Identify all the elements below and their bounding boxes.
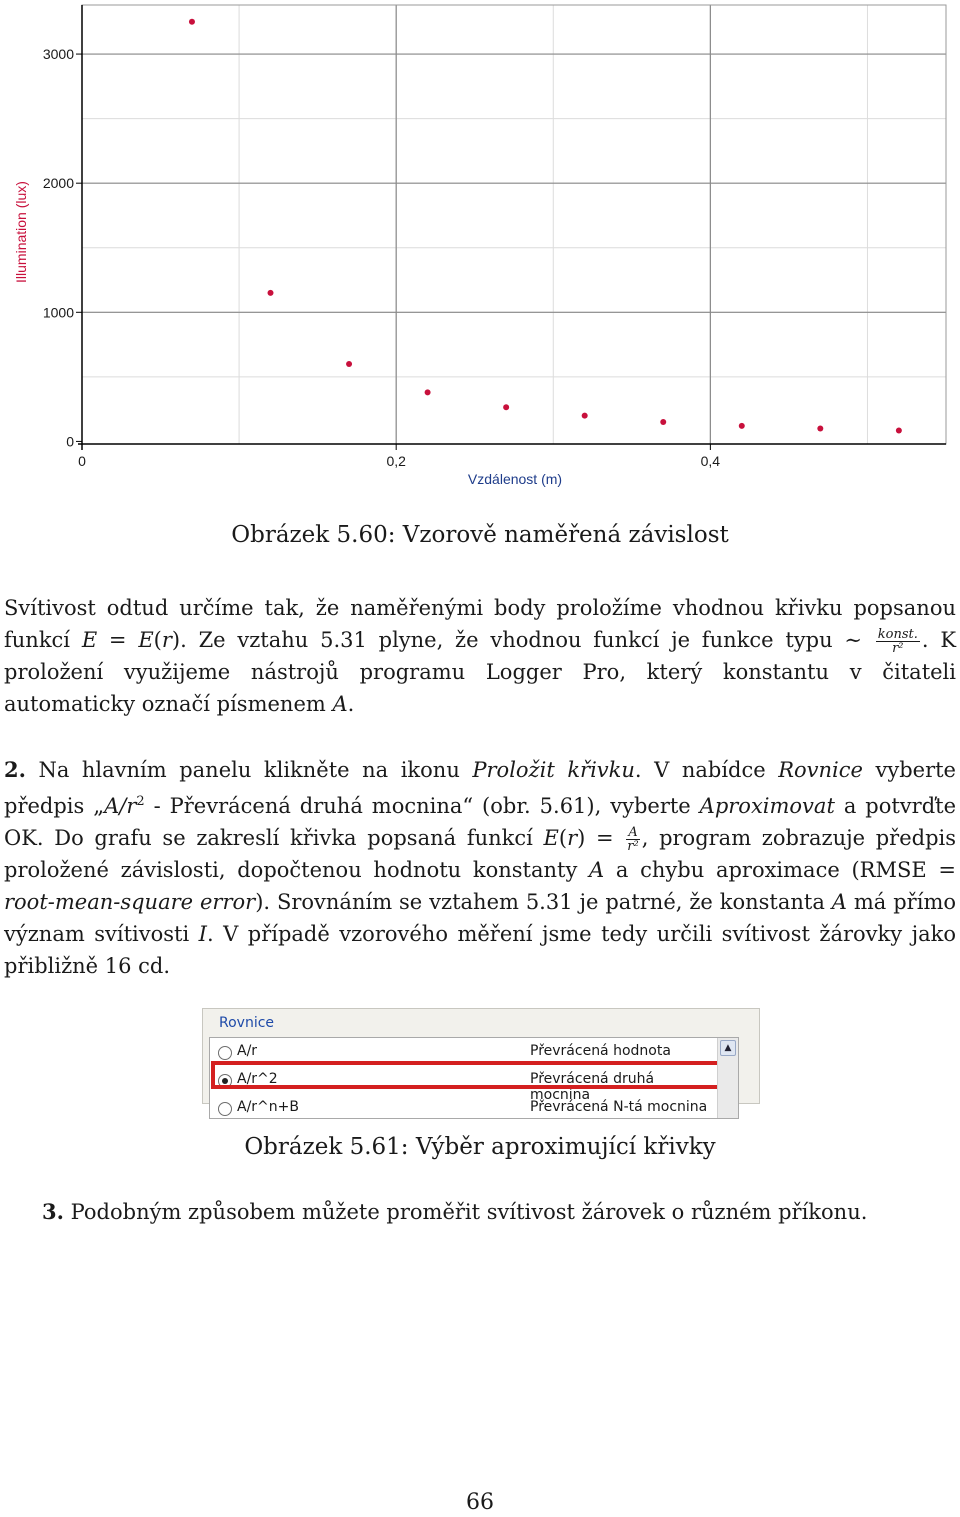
y-tick-label: 0	[66, 433, 74, 450]
s2-i5: root-mean-square error	[4, 890, 256, 914]
scatter-chart	[0, 0, 960, 500]
data-point	[346, 361, 352, 367]
s2-t12: . V případě vzorového měření jsme tedy určili svítivost žárovky jako přibližně 16 cd.	[4, 922, 956, 978]
para1-text: Svítivost odtud určíme tak, že naměřenými body proložíme vhodnou křivku popsanou funkcí	[4, 596, 956, 652]
equation-code: A/r^n+B	[237, 1099, 299, 1115]
plot-frame	[82, 5, 946, 444]
math-a: A	[332, 692, 348, 716]
data-point	[268, 290, 274, 296]
s2-m5: I	[198, 922, 207, 946]
data-point	[896, 427, 902, 433]
chart-axes	[78, 5, 946, 450]
para1-text-2: ). Ze vztahu 5.31 plyne, že vhodnou funkcí je funkce typu ∼	[171, 628, 874, 652]
data-point	[503, 404, 509, 410]
paren: (	[153, 628, 162, 652]
s2-i3: A/r	[104, 794, 137, 818]
equation-description: Převrácená N-tá mocnina	[530, 1099, 708, 1115]
s2-i1: Proložit křivku	[472, 758, 635, 782]
figure-caption-2: Obrázek 5.61: Výběr aproximující křivky	[244, 1134, 716, 1160]
group-title-rovnice: Rovnice	[219, 1015, 275, 1031]
listbox-scrollbar[interactable]	[717, 1038, 738, 1118]
radio-button[interactable]	[218, 1046, 232, 1060]
s2-t9: a chybu aproximace (RMSE =	[604, 858, 956, 882]
x-tick-label: 0,2	[386, 453, 406, 469]
s2-t7: ) =	[577, 826, 625, 850]
math-r: r	[161, 628, 172, 652]
s2-t6: (	[558, 826, 568, 850]
s2-t3: vyberte předpis „	[4, 758, 956, 818]
equation-description: Převrácená druhá mocnina	[530, 1071, 655, 1103]
radio-button[interactable]	[218, 1102, 232, 1116]
data-point	[425, 389, 431, 395]
data-point	[739, 423, 745, 429]
s2-i4: Aproximovat	[699, 794, 835, 818]
s2-t5: a potvrďte OK. Do grafu se zakreslí křivka popsaná funkcí	[4, 794, 957, 850]
y-axis-label: Illumination (lux)	[13, 181, 29, 283]
s2-t11: má přímo význam svítivosti	[4, 890, 956, 946]
y-tick-label: 1000	[42, 304, 74, 321]
step-2-paragraph	[4, 754, 956, 982]
x-tick-label: 0,4	[700, 453, 721, 469]
period: .	[347, 692, 355, 716]
s2-t8: , program zobrazuje předpis proložené závislosti, dopočtenou hodnotu konstanty	[4, 826, 957, 882]
equation-option-inverse-nth[interactable]	[218, 1098, 718, 1122]
selection-highlight-frame	[211, 1061, 723, 1089]
step-3-text: Podobným způsobem můžete proměřit svítivost žárovek o různém příkonu.	[63, 1200, 868, 1224]
scroll-up-icon[interactable]: ▲	[720, 1040, 736, 1056]
equation-description: Převrácená hodnota	[530, 1043, 671, 1059]
data-point	[660, 419, 666, 425]
chart-points	[189, 19, 902, 434]
s2-i2: Rovnice	[778, 758, 863, 782]
s2-sup: 2	[136, 794, 145, 809]
paragraph-1	[4, 592, 956, 720]
chart-grid	[82, 5, 946, 444]
s2-t10: ). Srovnáním se vztahem 5.31 je patrné, že konstanta	[255, 890, 832, 914]
step-number-3: 3.	[42, 1199, 64, 1224]
chart-ticks	[43, 46, 720, 469]
fraction-numerator: konst.	[877, 627, 918, 642]
para1-text-3: . K proložení využijeme nástrojů programu Logger Pro, který konstantu v čitateli automaticky označí písmenem	[4, 628, 957, 716]
fraction-denominator: r²	[627, 839, 639, 854]
data-point	[189, 19, 195, 25]
s2-m2: r	[567, 826, 578, 850]
fraction-a-r2	[626, 826, 639, 853]
s2-t2: . V nabídce	[634, 758, 779, 782]
math-e2: E	[138, 628, 154, 652]
equation-listbox[interactable]	[209, 1037, 739, 1119]
fraction-numerator: A	[628, 825, 638, 840]
equation-code: A/r^2	[237, 1071, 278, 1087]
y-tick-label: 3000	[42, 46, 74, 63]
equation-dialog-snippet	[202, 1008, 760, 1115]
equation-code: A/r	[237, 1043, 258, 1059]
step-3-paragraph	[42, 1196, 942, 1228]
s2-m4: A	[831, 890, 847, 914]
x-tick-label: 0	[78, 453, 86, 469]
s2-t1: Na hlavním panelu klikněte na ikonu	[25, 758, 473, 782]
data-point	[582, 413, 588, 419]
s2-m1: E	[543, 826, 559, 850]
x-axis-label: Vzdálenost (m)	[467, 471, 563, 487]
para1-eq: =	[97, 628, 139, 652]
fraction-denominator: r²	[892, 641, 904, 656]
data-point	[817, 426, 823, 432]
step-number-2: 2.	[4, 757, 26, 782]
y-tick-label: 2000	[42, 175, 74, 192]
s2-m3: A	[589, 858, 605, 882]
fraction-konst	[876, 628, 920, 655]
page-number: 66	[466, 1490, 494, 1515]
figure-caption-1: Obrázek 5.60: Vzorově naměřená závislost	[231, 522, 729, 548]
math-e: E	[81, 628, 98, 652]
s2-t4: - Převrácená druhá mocnina“ (obr. 5.61), vyberte	[144, 794, 700, 818]
